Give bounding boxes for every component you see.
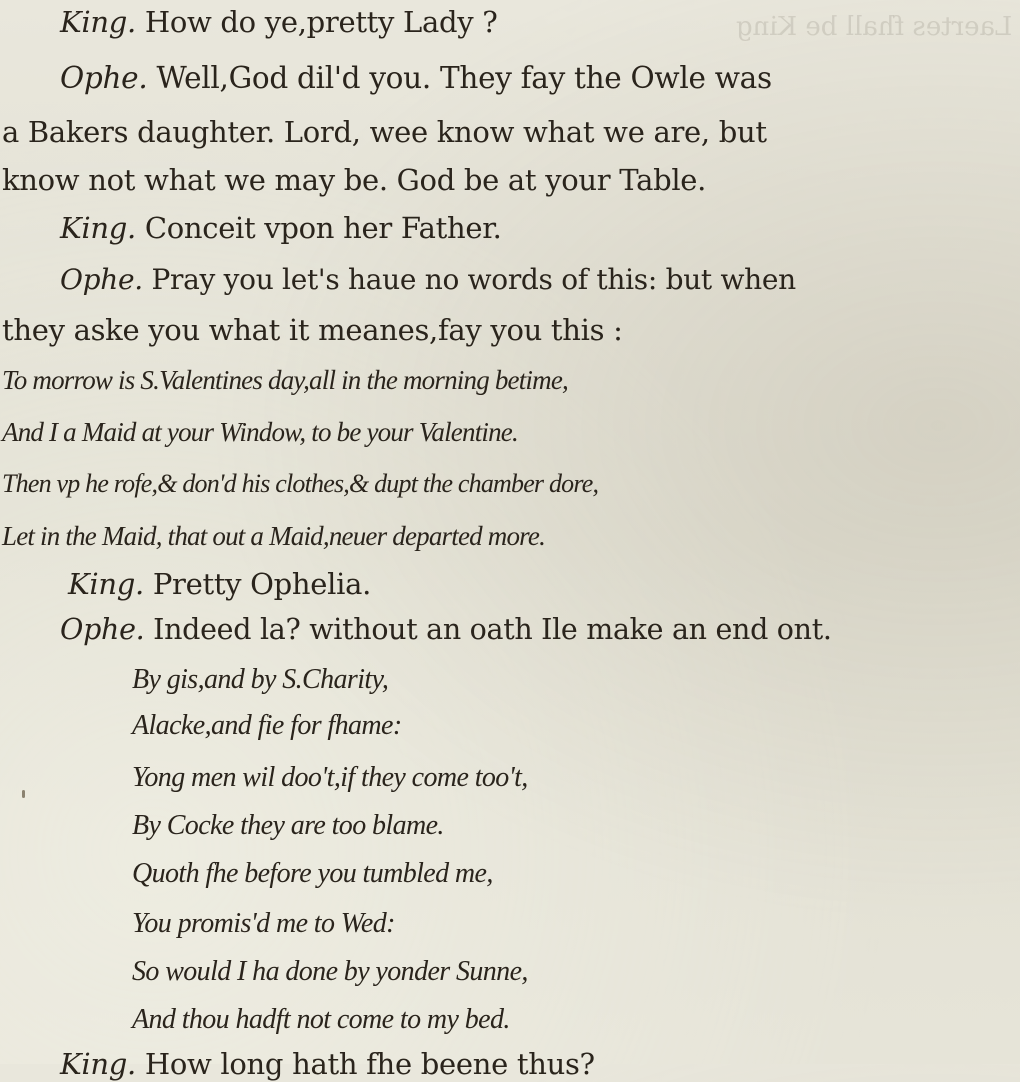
line-text: they aske you what it meanes,fay you this : (2, 313, 623, 347)
speaker-name: Ophe. (60, 263, 143, 296)
line-text: Well,God dil'd you. They fay the Owle was (156, 61, 772, 95)
speech-line (60, 1046, 595, 1082)
line-text: a Bakers daughter. Lord, wee know what we are, but (2, 115, 767, 149)
speech-line (68, 566, 371, 602)
song-line (132, 856, 493, 892)
line-text: So would I ha done by yonder Sunne, (132, 956, 528, 987)
song-line (132, 1002, 510, 1038)
line-text: To morrow is S.Valentines day,all in the morning betime, (2, 365, 568, 395)
line-text: How long hath fhe beene thus? (144, 1047, 595, 1081)
line-text: Indeed la? without an oath Ile make an end ont. (153, 613, 832, 646)
line-text: know not what we may be. God be at your Table. (2, 163, 707, 197)
speaker-name: King. (60, 211, 136, 245)
song-line (132, 954, 528, 990)
song-line (2, 518, 545, 554)
song-line (132, 760, 528, 796)
song-line (132, 708, 402, 744)
line-text: You promis'd me to Wed: (132, 908, 395, 939)
bleed-through-text: Laertes fhall be King (735, 12, 1012, 42)
line-text: Alacke,and fie for fhame: (132, 710, 402, 741)
speaker-name: Ophe. (60, 61, 148, 95)
speech-line (2, 312, 623, 348)
line-text: Then vp he rofe,& don'd his clothes,& dupt the chamber dore, (2, 469, 599, 498)
speech-line (60, 262, 796, 298)
line-text: Pretty Ophelia. (152, 567, 372, 601)
speech-line (60, 4, 497, 40)
song-line (2, 414, 518, 450)
line-text: Pray you let's haue no words of this: but when (151, 263, 796, 296)
line-text: By Cocke they are too blame. (132, 810, 444, 841)
speech-line (60, 612, 832, 648)
line-text: By gis,and by S.Charity, (132, 664, 389, 695)
speaker-name: King. (60, 1047, 136, 1081)
speech-line (2, 162, 706, 198)
line-text: And I a Maid at your Window, to be your Valentine. (2, 417, 518, 447)
speaker-name: Ophe. (60, 613, 145, 646)
line-text: Let in the Maid, that out a Maid,neuer departed more. (2, 521, 546, 551)
song-line (132, 662, 388, 698)
line-text: Quoth fhe before you tumbled me, (132, 858, 493, 889)
speaker-name: King. (60, 5, 136, 39)
speaker-name: King. (68, 567, 144, 601)
speech-line (60, 60, 772, 96)
line-text: Yong men wil doo't,if they come too't, (132, 762, 528, 793)
song-line (132, 808, 444, 844)
speech-line (2, 114, 767, 150)
song-line (132, 906, 395, 942)
song-line (2, 466, 598, 502)
line-text: And thou hadft not come to my bed. (132, 1004, 510, 1035)
song-line (2, 362, 568, 398)
speech-line (60, 210, 502, 246)
line-text: How do ye,pretty Lady ? (144, 5, 498, 39)
line-text: Conceit vpon her Father. (144, 211, 502, 245)
ink-speck (22, 790, 25, 798)
